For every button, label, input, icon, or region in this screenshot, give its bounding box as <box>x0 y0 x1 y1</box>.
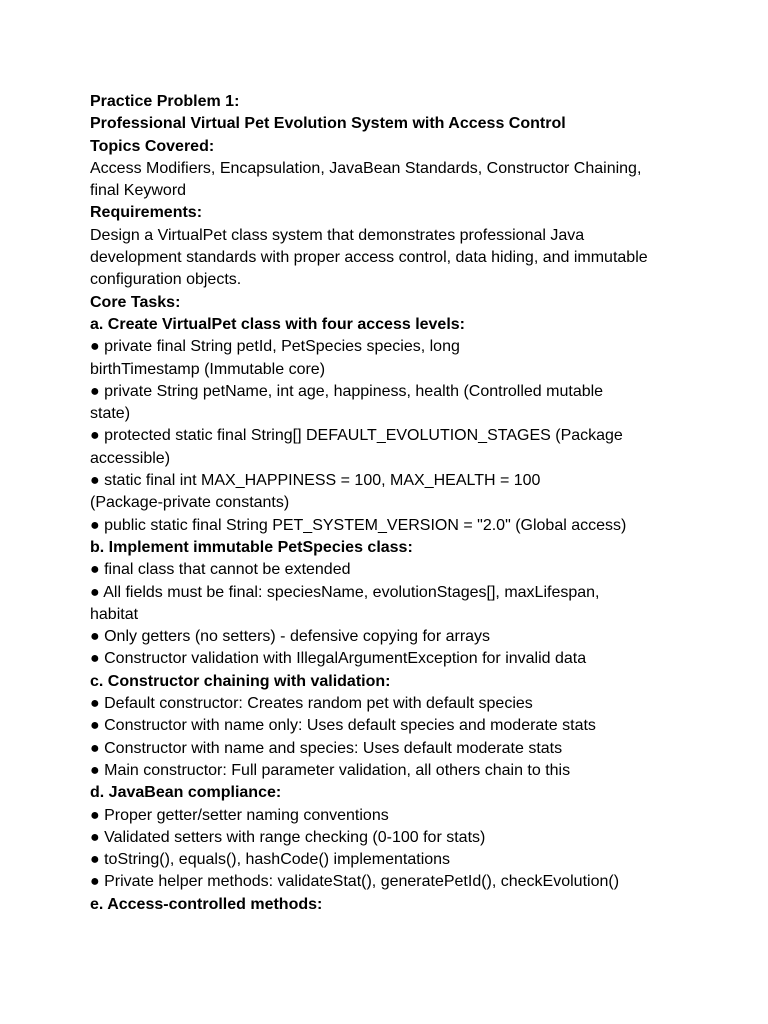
task-d-line: ● Validated setters with range checking (0-100 for stats) <box>90 828 486 846</box>
task-a-line: ● protected static final String[] DEFAULT_EVOLUTION_STAGES (Package <box>90 427 623 445</box>
requirements-heading: Requirements: <box>90 204 203 222</box>
task-c-line: ● Main constructor: Full parameter validation, all others chain to this <box>90 761 571 779</box>
task-b-line: ● Only getters (no setters) - defensive copying for arrays <box>90 628 491 646</box>
task-a-line: state) <box>90 405 131 423</box>
task-a-line: (Package-private constants) <box>90 494 290 512</box>
task-a-line: accessible) <box>90 449 171 467</box>
task-a-heading: a. Create VirtualPet class with four access levels: <box>90 315 465 333</box>
topics-heading: Topics Covered: <box>90 137 215 155</box>
task-a-line: birthTimestamp (Immutable core) <box>90 360 326 378</box>
task-d-line: ● Private helper methods: validateStat(), generatePetId(), checkEvolution() <box>90 873 620 891</box>
task-b-line: ● Constructor validation with IllegalArgumentException for invalid data <box>90 650 587 668</box>
task-b-line: ● final class that cannot be extended <box>90 561 351 579</box>
topics-line: Access Modifiers, Encapsulation, JavaBean Standards, Constructor Chaining, <box>90 159 642 177</box>
task-a-line: ● public static final String PET_SYSTEM_VERSION = "2.0" (Global access) <box>90 516 627 534</box>
requirements-line: configuration objects. <box>90 271 242 289</box>
requirements-line: development standards with proper access control, data hiding, and immutable <box>90 249 648 267</box>
document-page <box>90 91 710 916</box>
task-b-heading: b. Implement immutable PetSpecies class: <box>90 538 413 556</box>
system-title: Professional Virtual Pet Evolution System with Access Control <box>90 115 566 133</box>
task-a-line: ● static final int MAX_HAPPINESS = 100, MAX_HEALTH = 100 <box>90 472 541 490</box>
core-tasks-heading: Core Tasks: <box>90 293 181 311</box>
task-c-line: ● Constructor with name and species: Uses default moderate stats <box>90 739 563 757</box>
task-c-line: ● Default constructor: Creates random pet with default species <box>90 695 533 713</box>
task-c-heading: c. Constructor chaining with validation: <box>90 672 391 690</box>
problem-title: Practice Problem 1: <box>90 93 240 110</box>
task-b-line: ● All fields must be final: speciesName, evolutionStages[], maxLifespan, <box>90 583 600 601</box>
task-a-line: ● private final String petId, PetSpecies species, long <box>90 338 460 356</box>
task-a-line: ● private String petName, int age, happiness, health (Controlled mutable <box>90 382 604 400</box>
requirements-line: Design a VirtualPet class system that demonstrates professional Java <box>90 226 585 244</box>
task-d-heading: d. JavaBean compliance: <box>90 784 282 802</box>
task-d-line: ● toString(), equals(), hashCode() implementations <box>90 851 451 869</box>
task-b-line: habitat <box>90 605 139 623</box>
task-c-line: ● Constructor with name only: Uses default species and moderate stats <box>90 717 596 735</box>
task-d-line: ● Proper getter/setter naming conventions <box>90 806 389 824</box>
topics-line: final Keyword <box>90 182 187 200</box>
task-e-heading: e. Access-controlled methods: <box>90 895 323 913</box>
